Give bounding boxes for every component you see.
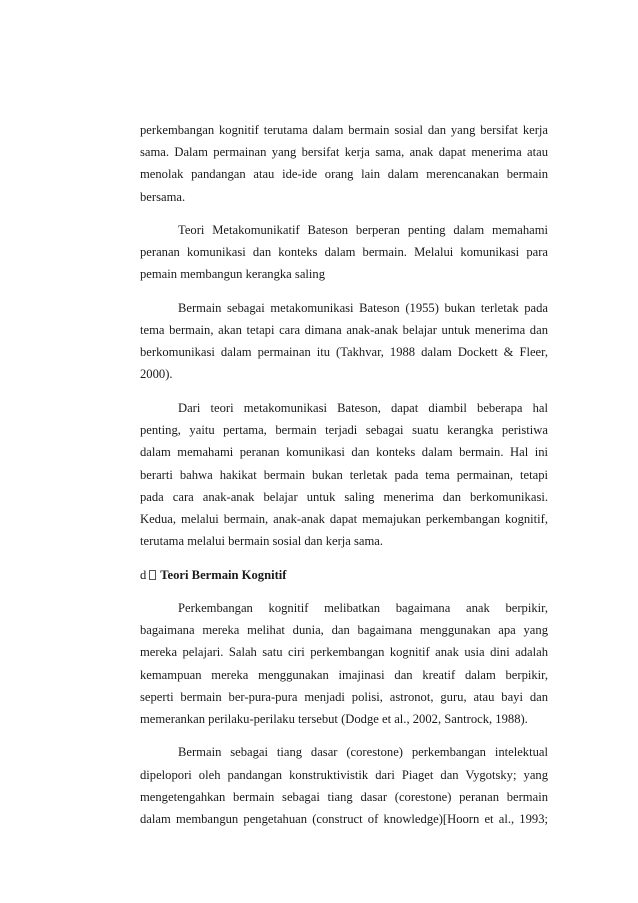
text-line: bersama. [140, 189, 186, 204]
text-line: dipelopori oleh pandangan konstruktivistik dari Piaget dan Vygotsky; yang [140, 767, 548, 782]
section-heading [140, 564, 548, 586]
paragraph [140, 119, 548, 208]
text-line: berarti bahwa hakikat bermain bukan terletak pada tema permainan, tetapi [140, 467, 548, 482]
text-line: Bermain sebagai tiang dasar (corestone) perkembangan intelektual [178, 745, 548, 760]
missing-glyph-icon [149, 570, 156, 580]
text-line: berkomunikasi dalam permainan itu (Takhvar, 1988 dalam Dockett & Fleer, [140, 345, 548, 360]
paragraph [140, 741, 548, 830]
text-line: Perkembangan kognitif melibatkan bagaimana anak berpikir, [178, 601, 548, 616]
text-line: Teori Metakomunikatif Bateson berperan penting dalam memahami [178, 223, 548, 238]
text-line: penting, yaitu pertama, bermain terjadi sebagai suatu kerangka peristiwa [140, 423, 548, 438]
text-line: terutama melalui bermain sosial dan kerja sama. [140, 534, 384, 549]
text-line: sama. Dalam permainan yang bersifat kerja sama, anak dapat menerima atau [140, 145, 548, 160]
text-line: mereka pelajari. Salah satu ciri perkembangan kognitif anak usia dini adalah [140, 645, 548, 660]
text-line: Bermain sebagai metakomunikasi Bateson (1955) bukan terletak pada [178, 300, 548, 315]
text-line: peranan komunikasi dan konteks dalam bermain. Melalui komunikasi para [140, 245, 548, 260]
text-line: bagaimana mereka melihat dunia, dan bagaimana menggunakan apa yang [140, 623, 548, 638]
text-line: Kedua, melalui bermain, anak-anak dapat memajukan perkembangan kognitif, [140, 511, 548, 526]
document-page [140, 119, 548, 830]
text-line: memerankan perilaku-perilaku tersebut (Dodge et al., 2002, Santrock, 1988). [140, 711, 528, 726]
text-line: tema bermain, akan tetapi cara dimana anak-anak belajar untuk menerima dan [140, 323, 548, 338]
text-line: seperti bermain ber-pura-pura menjadi polisi, astronot, guru, atau bayi dan [140, 689, 548, 704]
text-line: pada cara anak-anak belajar untuk saling menerima dan berkomunikasi. [140, 489, 548, 504]
text-line: dalam memahami peranan komunikasi dan konteks dalam bermain. Hal ini [140, 445, 548, 460]
text-line: menolak pandangan atau ide-ide orang lain dalam merencanakan bermain [140, 167, 548, 182]
heading-title: Teori Bermain Kognitif [160, 567, 287, 582]
paragraph [140, 597, 548, 730]
text-line: Dari teori metakomunikasi Bateson, dapat diambil beberapa hal [178, 400, 548, 415]
text-line: pemain membangun kerangka saling [140, 267, 326, 282]
text-line: kemampuan mereka menggunakan imajinasi dan kreatif dalam berpikir, [140, 667, 548, 682]
text-line: perkembangan kognitif terutama dalam bermain sosial dan yang bersifat kerja [140, 123, 548, 137]
text-line: 2000). [140, 367, 173, 382]
paragraph [140, 397, 548, 552]
text-line: dalam membangun pengetahuan (construct of knowledge)[Hoorn et al., 1993; [140, 812, 548, 827]
paragraph [140, 297, 548, 386]
heading-marker: d [140, 567, 147, 582]
text-line: mengetengahkan bermain sebagai tiang dasar (corestone) peranan bermain [140, 789, 548, 804]
paragraph [140, 219, 548, 286]
